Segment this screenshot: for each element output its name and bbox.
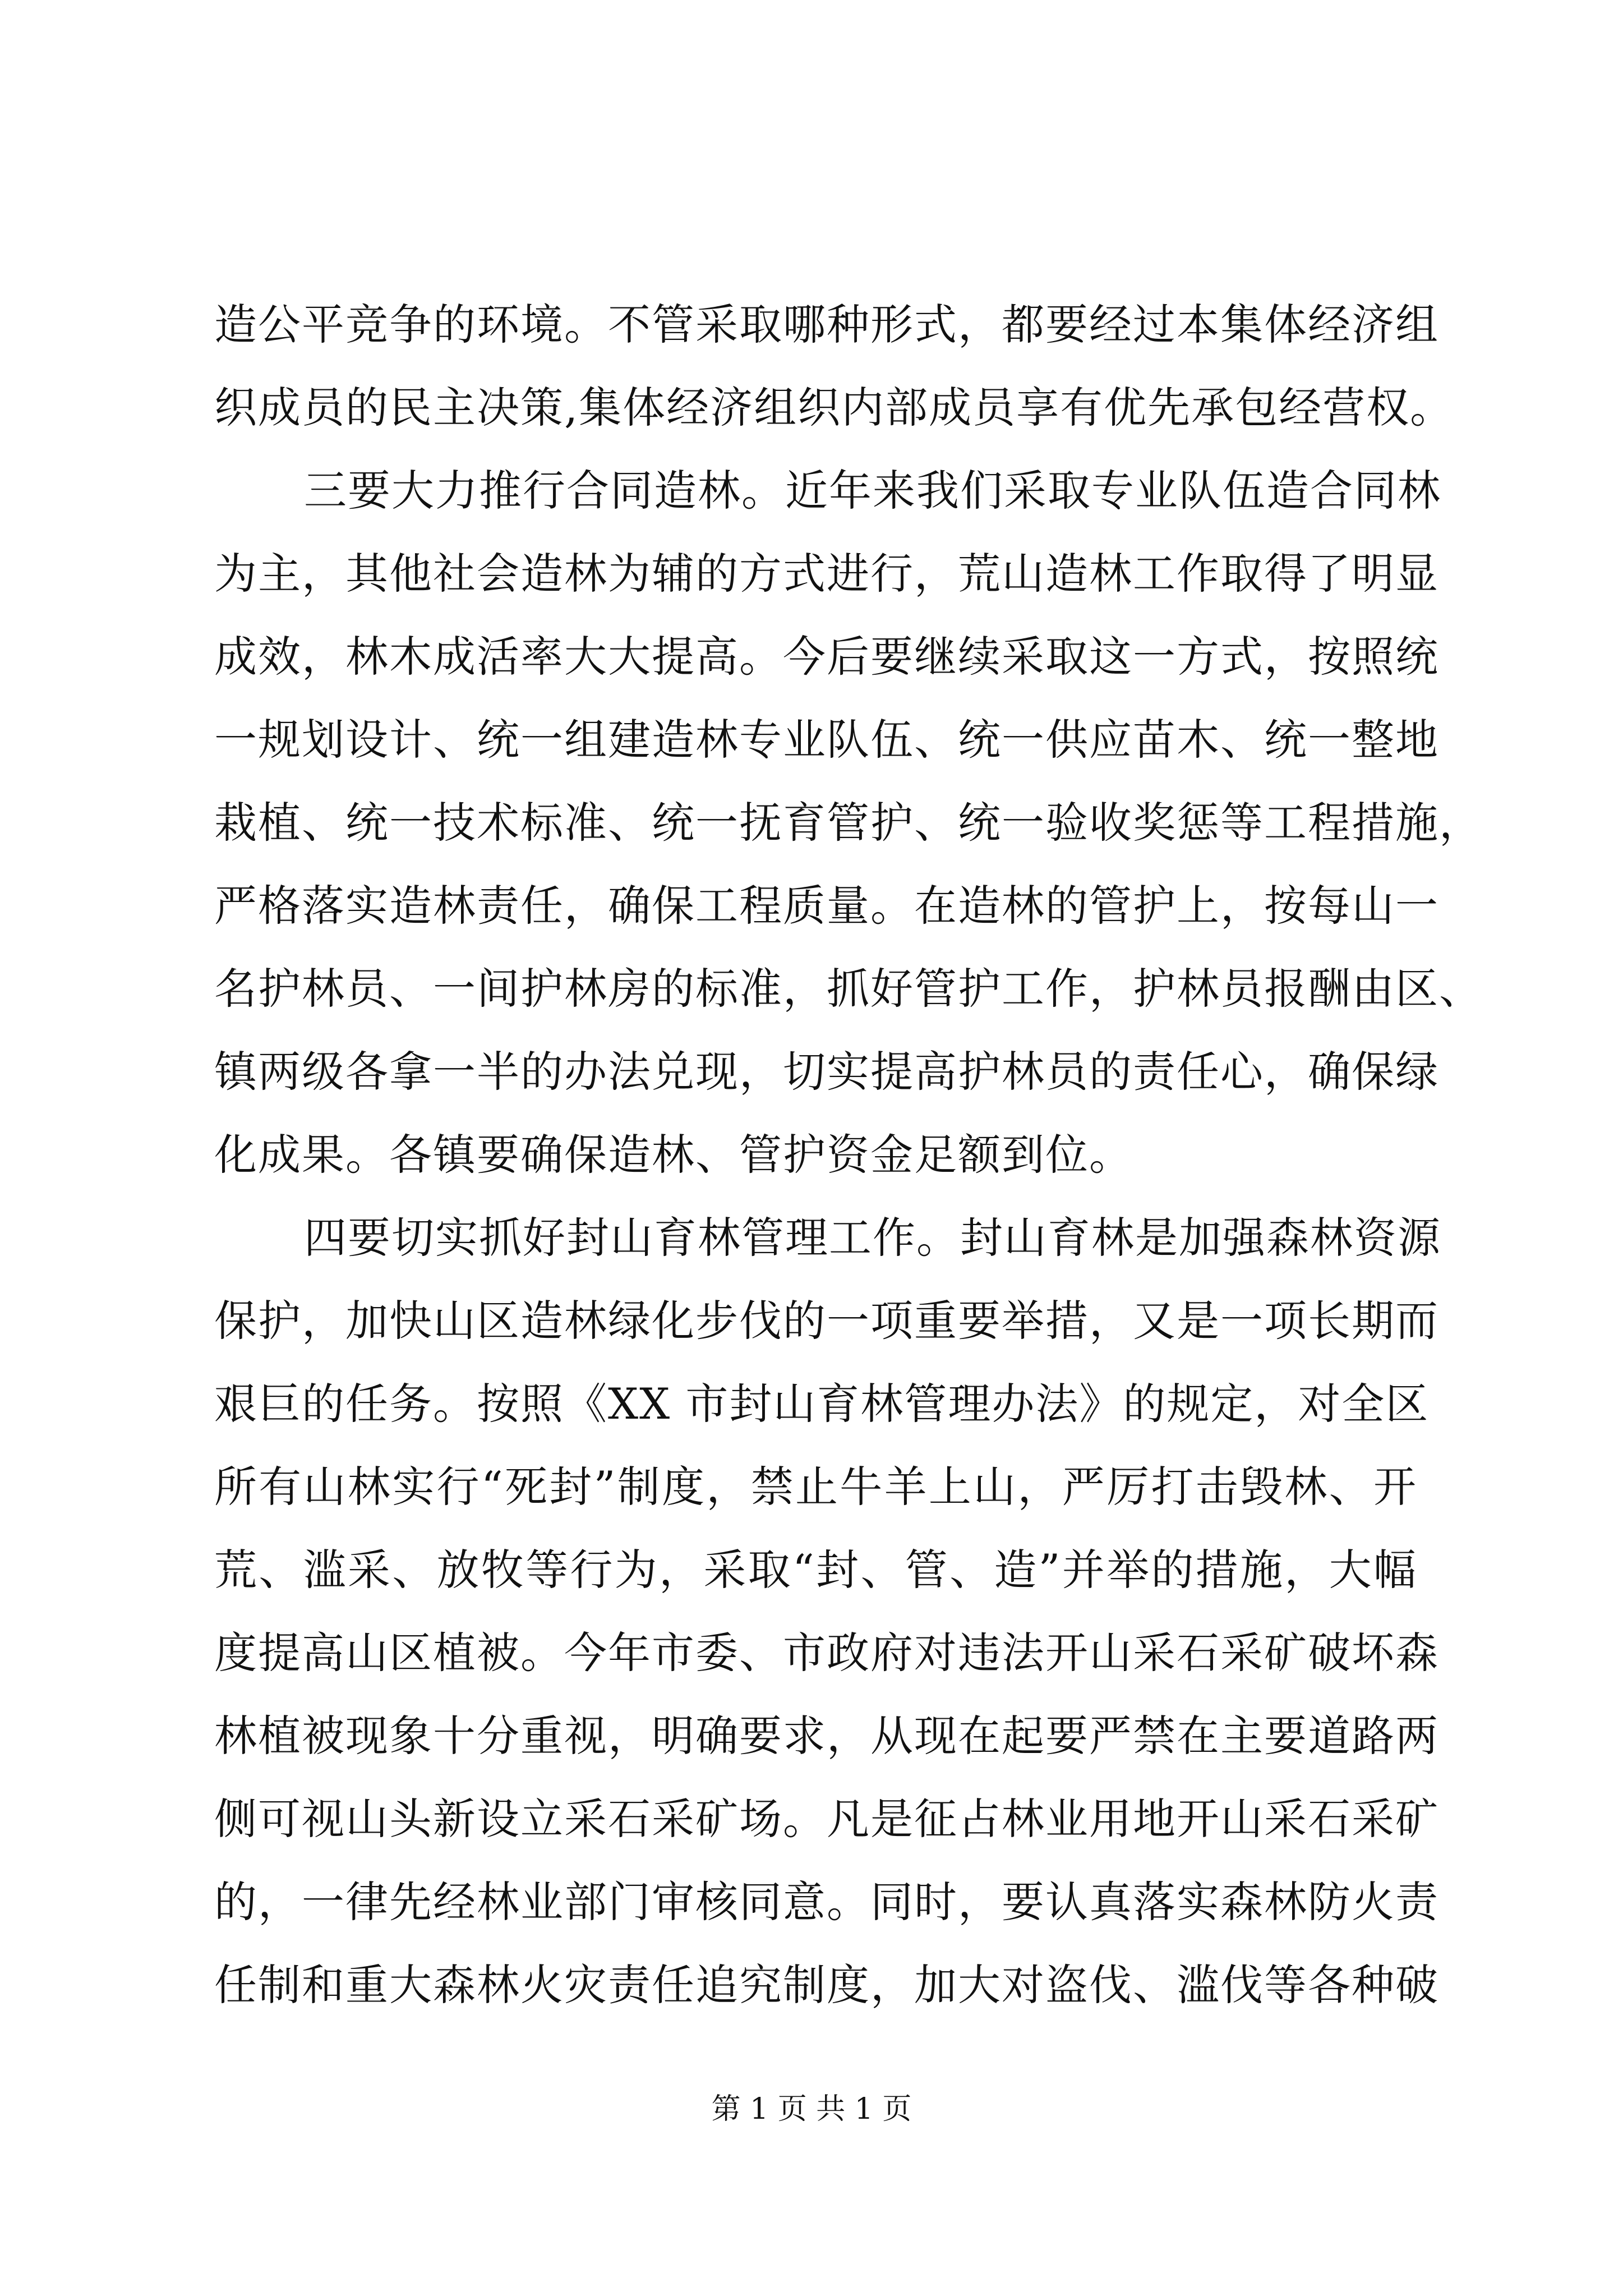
text-line: 名护林员、一间护林房的标准，抓好管护工作，护林员报酬由区、 bbox=[214, 964, 1483, 1014]
text-line: 度提高山区植被。今年市委、市政府对违法开山采石采矿破坏森 bbox=[214, 1628, 1439, 1678]
text-line: 的，一律先经林业部门审核同意。同时，要认真落实森林防火责 bbox=[214, 1877, 1439, 1927]
text-line: 一规划设计、统一组建造林专业队伍、统一供应苗木、统一整地 bbox=[214, 715, 1439, 765]
text-line: 保护，加快山区造林绿化步伐的一项重要举措，又是一项长期而 bbox=[214, 1296, 1439, 1346]
text-line: 织成员的民主决策,集体经济组织内部成员享有优先承包经营权。 bbox=[214, 383, 1454, 432]
paragraph-start-line: 三要大力推行合同造林。近年来我们采取专业队伍造合同林 bbox=[304, 466, 1441, 516]
text-line: 艰巨的任务。按照《XX 市封山育林管理办法》的规定，对全区 bbox=[214, 1379, 1430, 1429]
text-line: 成效，林木成活率大大提高。今后要继续采取这一方式，按照统 bbox=[214, 632, 1439, 682]
text-line: 林植被现象十分重视，明确要求，从现在起要严禁在主要道路两 bbox=[214, 1711, 1439, 1761]
text-line: 为主，其他社会造林为辅的方式进行，荒山造林工作取得了明显 bbox=[214, 549, 1439, 599]
paragraph-start-line: 四要切实抓好封山育林管理工作。封山育林是加强森林资源 bbox=[304, 1213, 1441, 1263]
text-line: 严格落实造林责任，确保工程质量。在造林的管护上，按每山一 bbox=[214, 881, 1439, 931]
text-line: 侧可视山头新设立采石采矿场。凡是征占林业用地开山采石采矿 bbox=[214, 1794, 1439, 1844]
text-line: 所有山林实行“死封”制度，禁止牛羊上山，严厉打击毁林、开 bbox=[214, 1462, 1417, 1512]
text-line: 造公平竞争的环境。不管采取哪种形式，都要经过本集体经济组 bbox=[214, 300, 1439, 349]
body-text bbox=[214, 283, 1483, 2027]
text-line: 荒、滥采、放牧等行为，采取“封、管、造”并举的措施，大幅 bbox=[214, 1545, 1417, 1595]
paragraph-end-line: 化成果。各镇要确保造林、管护资金足额到位。 bbox=[214, 1130, 1133, 1180]
text-line: 栽植、统一技术标准、统一抚育管护、统一验收奖惩等工程措施， bbox=[214, 798, 1483, 848]
text-line: 镇两级各拿一半的办法兑现，切实提高护林员的责任心，确保绿 bbox=[214, 1047, 1439, 1097]
page-number-footer: 第 1 页 共 1 页 bbox=[711, 2092, 912, 2126]
text-line: 任制和重大森林火灾责任追究制度，加大对盗伐、滥伐等各种破 bbox=[214, 1960, 1439, 2010]
